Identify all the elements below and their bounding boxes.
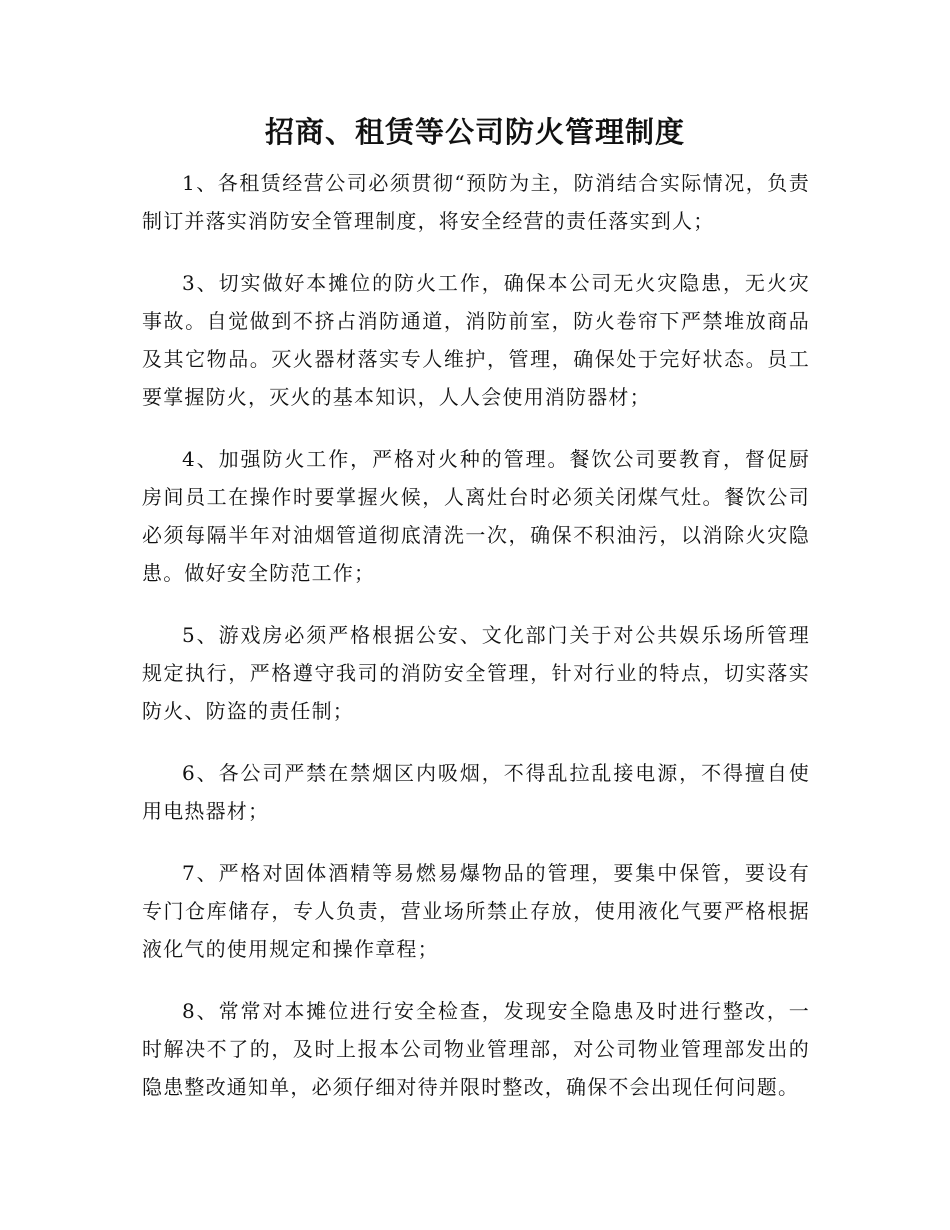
paragraph-6: 6、各公司严禁在禁烟区内吸烟，不得乱拉乱接电源，不得擅自使用电热器材；: [142, 761, 810, 823]
paragraph-8: 8、常常对本摊位进行安全检查，发现安全隐患及时进行整改，一时解决不了的，及时上报本公司物业管理部，对公司物业管理部发出的隐患整改通知单，必须仔细对待并限时整改，确保不会出现任何问题。: [142, 999, 810, 1099]
document-title: 招商、租赁等公司防火管理制度: [264, 115, 685, 149]
paragraph-7: 7、严格对固体酒精等易燃易爆物品的管理，要集中保管，要设有专门仓库储存，专人负责，营业场所禁止存放，使用液化气要严格根据液化气的使用规定和操作章程；: [142, 861, 810, 961]
document-body: [142, 164, 810, 1130]
paragraph-5: 5、游戏房必须严格根据公安、文化部门关于对公共娱乐场所管理规定执行，严格遵守我司的消防安全管理，针对行业的特点，切实落实防火、防盗的责任制；: [142, 623, 810, 723]
paragraph-4: 4、加强防火工作，严格对火种的管理。餐饮公司要教育，督促厨房间员工在操作时要掌握火候，人离灶台时必须关闭煤气灶。餐饮公司必须每隔半年对油烟管道彻底清洗一次，确保不积油污，以消除火灾隐患。做好安全防范工作；: [142, 447, 810, 585]
paragraph-1: 1、各租赁经营公司必须贯彻“预防为主，防消结合实际情况，负责制订并落实消防安全管理制度，将安全经营的责任落实到人；: [142, 171, 810, 233]
paragraph-3: 3、切实做好本摊位的防火工作，确保本公司无火灾隐患，无火灾事故。自觉做到不挤占消防通道，消防前室，防火卷帘下严禁堆放商品及其它物品。灭火器材落实专人维护，管理，确保处于完好状态。员工要掌握防火，灭火的基本知识，人人会使用消防器材；: [142, 271, 810, 409]
